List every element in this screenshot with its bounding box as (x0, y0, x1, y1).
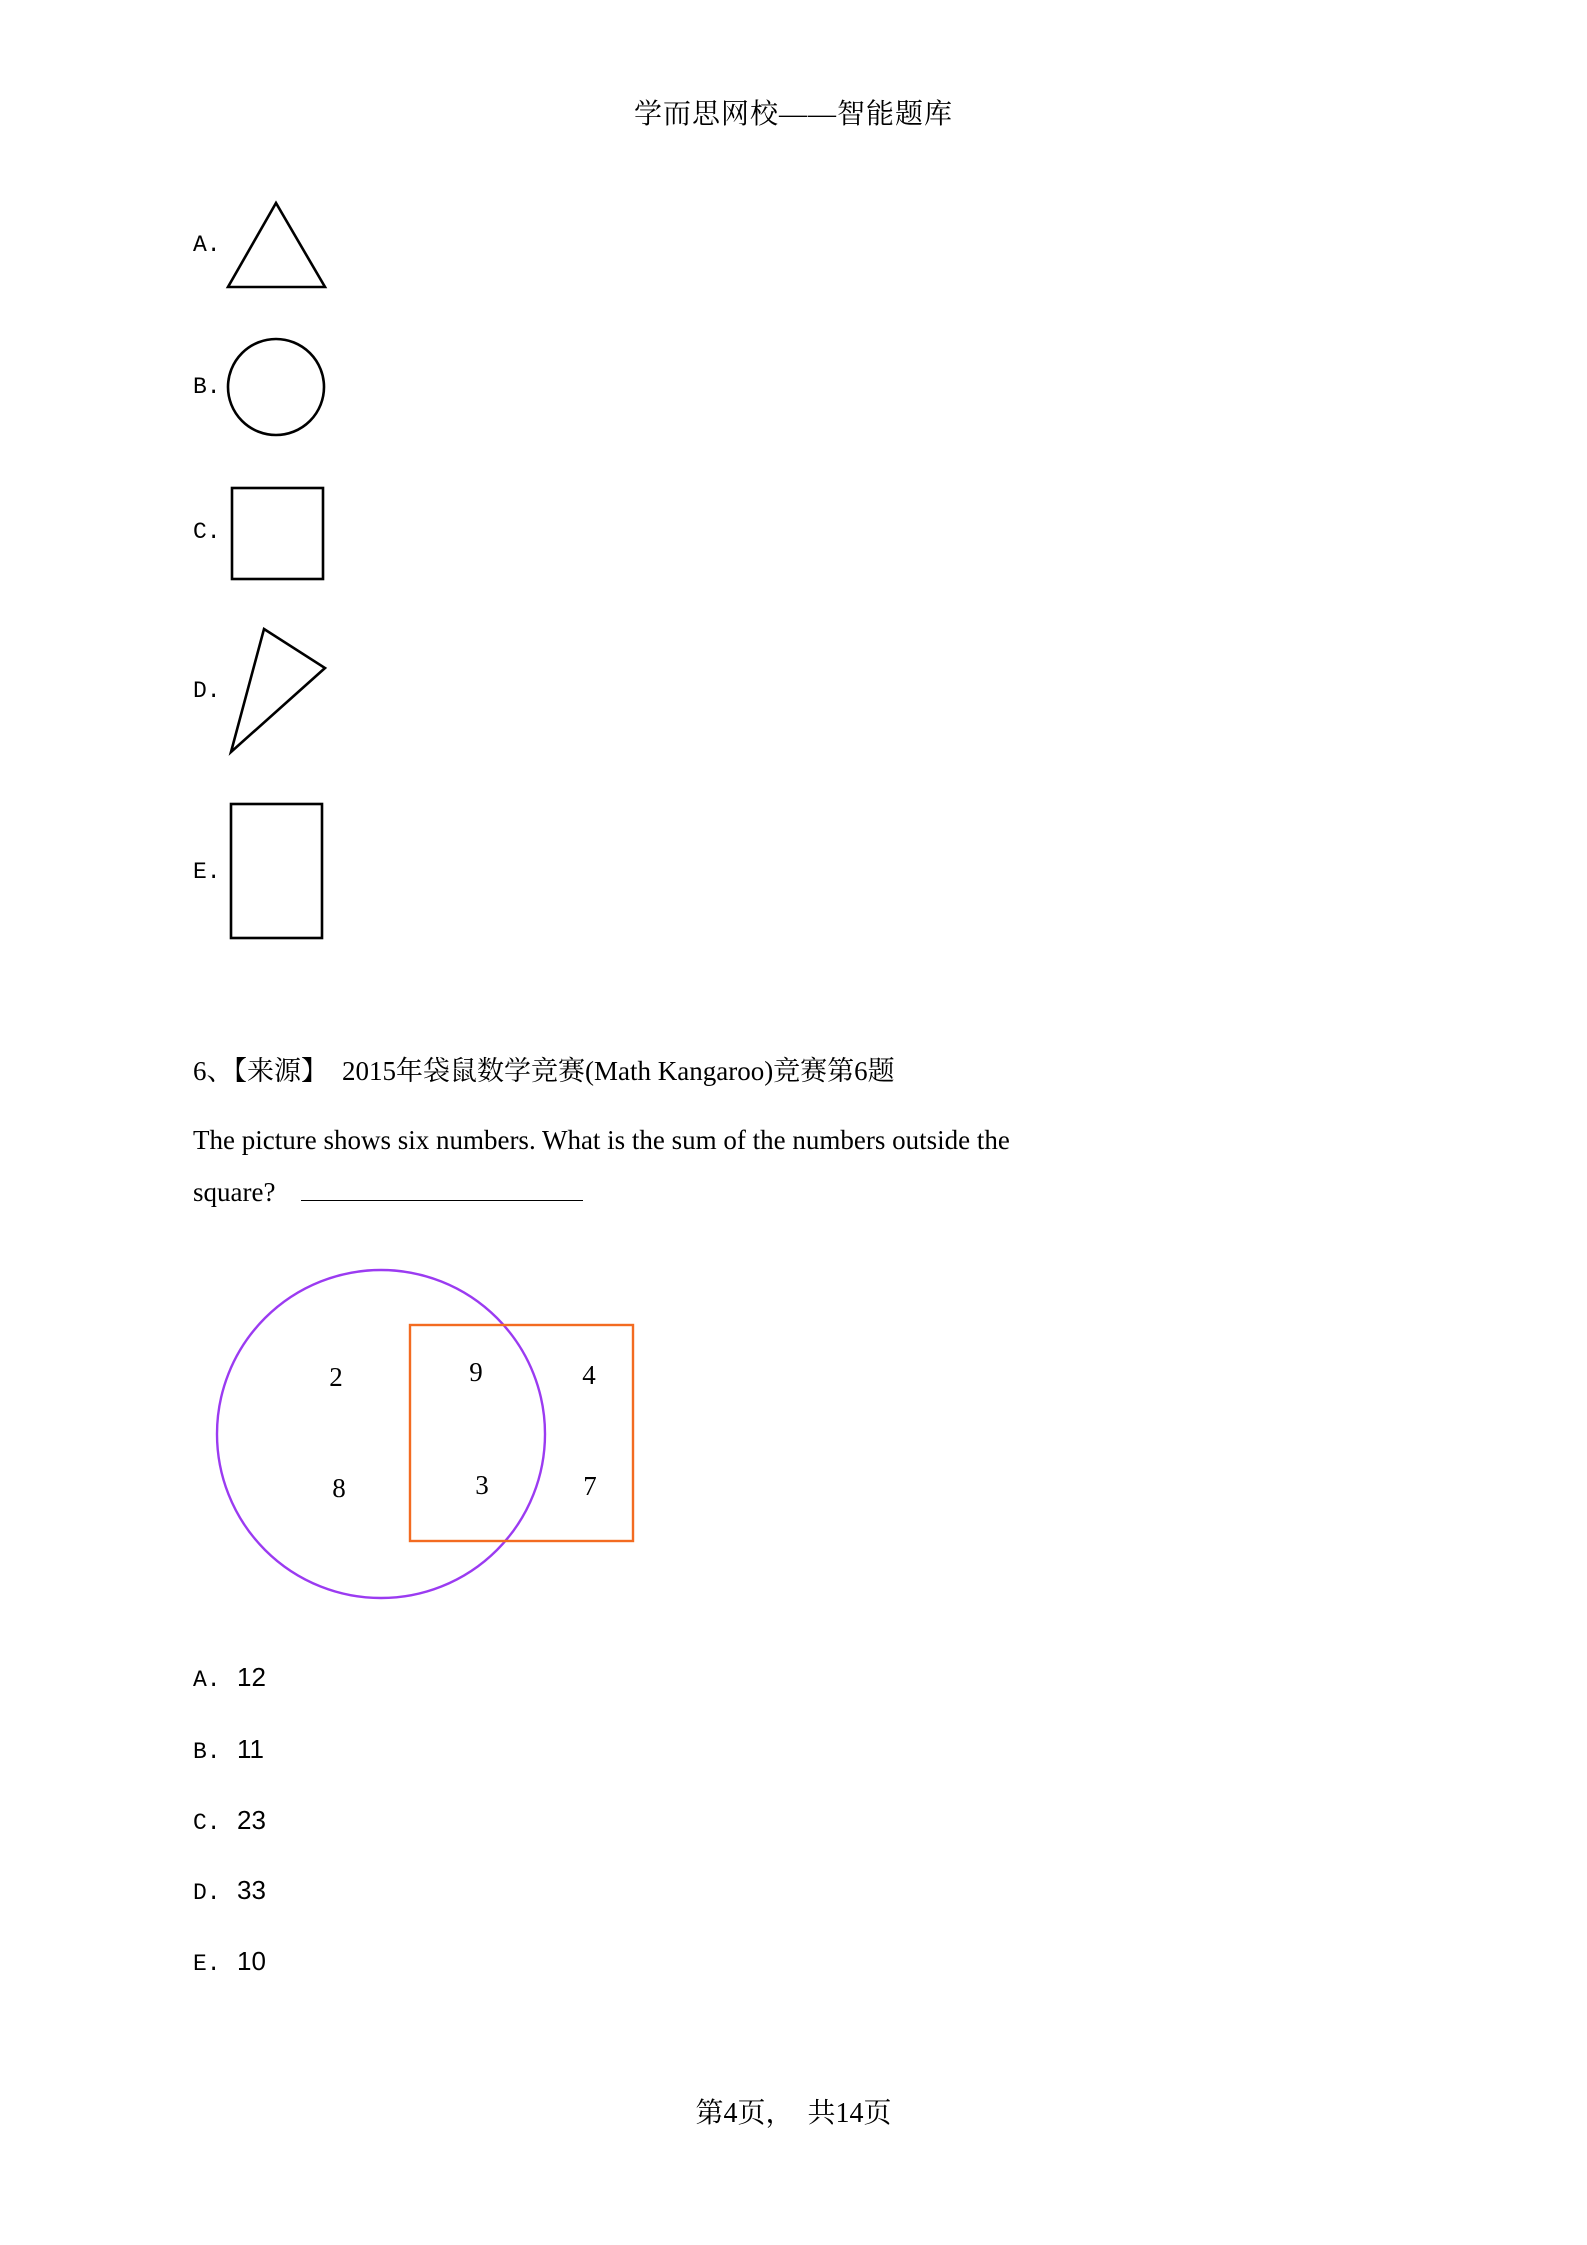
number-overlap-2: 3 (475, 1470, 489, 1501)
figure-square (410, 1325, 633, 1541)
circle-shape (228, 339, 324, 435)
q6-figure (200, 1260, 660, 1605)
q5-option-a-label: A. (193, 232, 221, 258)
q6-option-b[interactable] (193, 1734, 264, 1764)
q6-source-tag: 【来源】 (233, 1056, 328, 1086)
q6-prompt-end: square? (193, 1177, 276, 1207)
q6-option-c[interactable] (193, 1805, 266, 1835)
option-label: D. (193, 1880, 221, 1906)
option-label: A. (193, 1667, 221, 1693)
number-circle-only-2: 8 (332, 1473, 346, 1504)
triangle-shape (228, 203, 325, 287)
q6-prompt-line-1: The picture shows six numbers. What is the sum of the numbers outside the (193, 1125, 1010, 1155)
q5-option-d-triangle (228, 626, 328, 756)
number-circle-only-1: 2 (329, 1362, 343, 1393)
q6-option-d[interactable] (193, 1875, 266, 1905)
option-label: B. (193, 1739, 221, 1765)
option-value: 23 (237, 1805, 266, 1835)
q5-option-c-square (230, 486, 326, 582)
figure-circle (217, 1270, 545, 1598)
square-shape (232, 488, 323, 579)
q6-option-e[interactable] (193, 1946, 266, 1976)
q6-source: 2015年袋鼠数学竞赛(Math Kangaroo)竞赛第6题 (342, 1056, 895, 1086)
q6-title (193, 1053, 895, 1089)
page-header: 学而思网校——智能题库 (633, 99, 953, 130)
option-label: E. (193, 1951, 221, 1977)
q5-option-b-circle (225, 336, 327, 438)
q5-option-c-label: C. (193, 519, 221, 545)
option-label: C. (193, 1810, 221, 1836)
page-footer: 第4页， 共14页 (695, 2098, 892, 2129)
answer-blank[interactable] (301, 1174, 583, 1201)
option-value: 11 (237, 1734, 264, 1764)
scalene-triangle-shape (231, 629, 325, 752)
rectangle-shape (231, 804, 322, 938)
q6-prompt-line-2 (193, 1174, 583, 1210)
q6-number: 6、 (193, 1056, 234, 1086)
number-overlap-1: 9 (469, 1357, 483, 1388)
q5-option-a-triangle (226, 200, 328, 290)
q5-option-b-label: B. (193, 374, 221, 400)
number-square-only-1: 4 (582, 1360, 596, 1391)
option-value: 12 (237, 1662, 266, 1692)
q6-option-a[interactable] (193, 1662, 266, 1692)
number-square-only-2: 7 (583, 1471, 597, 1502)
option-value: 33 (237, 1875, 266, 1905)
q5-option-d-label: D. (193, 678, 221, 704)
q5-option-e-rectangle (229, 802, 325, 942)
q5-option-e-label: E. (193, 859, 221, 885)
option-value: 10 (237, 1946, 266, 1976)
